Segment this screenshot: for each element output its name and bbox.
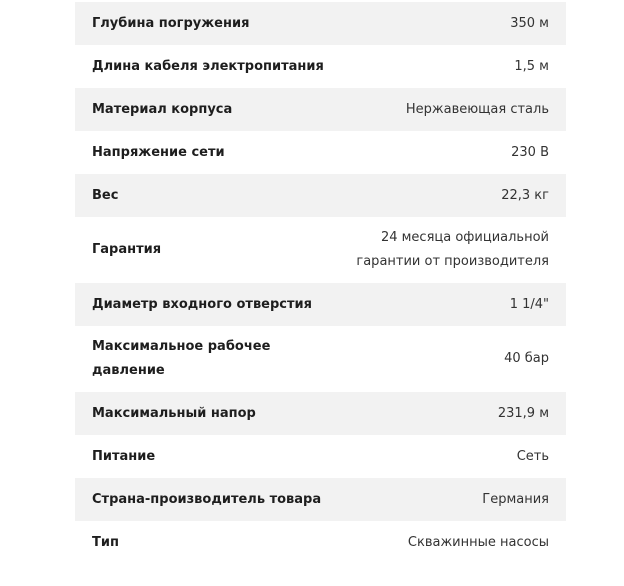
spec-label: Материал корпуса <box>92 101 233 117</box>
spec-row-voltage <box>75 131 566 174</box>
spec-label: Напряжение сети <box>92 144 225 160</box>
spec-row-country-of-origin <box>75 478 566 521</box>
spec-row-body-material <box>75 88 566 131</box>
spec-value: Скважинные насосы <box>407 534 549 550</box>
spec-row-weight <box>75 174 566 217</box>
spec-label: Страна-производитель товара <box>92 491 322 507</box>
spec-value: 230 В <box>511 144 549 160</box>
spec-label: Питание <box>92 448 156 464</box>
spec-label: Длина кабеля электропитания <box>92 58 324 74</box>
spec-row-inlet-diameter <box>75 283 566 326</box>
spec-value: Нержавеющая сталь <box>405 101 549 117</box>
spec-row-immersion-depth <box>75 2 566 45</box>
spec-label: Тип <box>92 534 119 550</box>
spec-value: 350 м <box>510 15 549 31</box>
specifications-table <box>75 2 566 564</box>
spec-value: 40 бар <box>504 351 549 366</box>
spec-row-power-supply <box>75 435 566 478</box>
spec-label: Гарантия <box>92 242 162 257</box>
spec-row-warranty <box>75 217 566 283</box>
spec-value: 1,5 м <box>514 58 549 74</box>
spec-value: 22,3 кг <box>501 187 549 203</box>
spec-value: Германия <box>482 491 549 507</box>
spec-value: 231,9 м <box>497 405 549 421</box>
spec-label: Максимальный напор <box>92 405 256 421</box>
spec-label: Глубина погружения <box>92 15 250 31</box>
spec-row-type <box>75 521 566 564</box>
spec-value: 24 месяца официальной гарантии от производителя <box>356 230 549 269</box>
spec-label: Диаметр входного отверстия <box>92 296 312 312</box>
spec-value: 1 1/4" <box>509 296 549 312</box>
spec-row-max-working-pressure <box>75 326 566 392</box>
spec-label: Максимальное рабочее давление <box>92 339 271 378</box>
spec-row-max-head <box>75 392 566 435</box>
spec-label: Вес <box>92 187 119 203</box>
spec-value: Сеть <box>516 448 549 464</box>
spec-row-cable-length <box>75 45 566 88</box>
